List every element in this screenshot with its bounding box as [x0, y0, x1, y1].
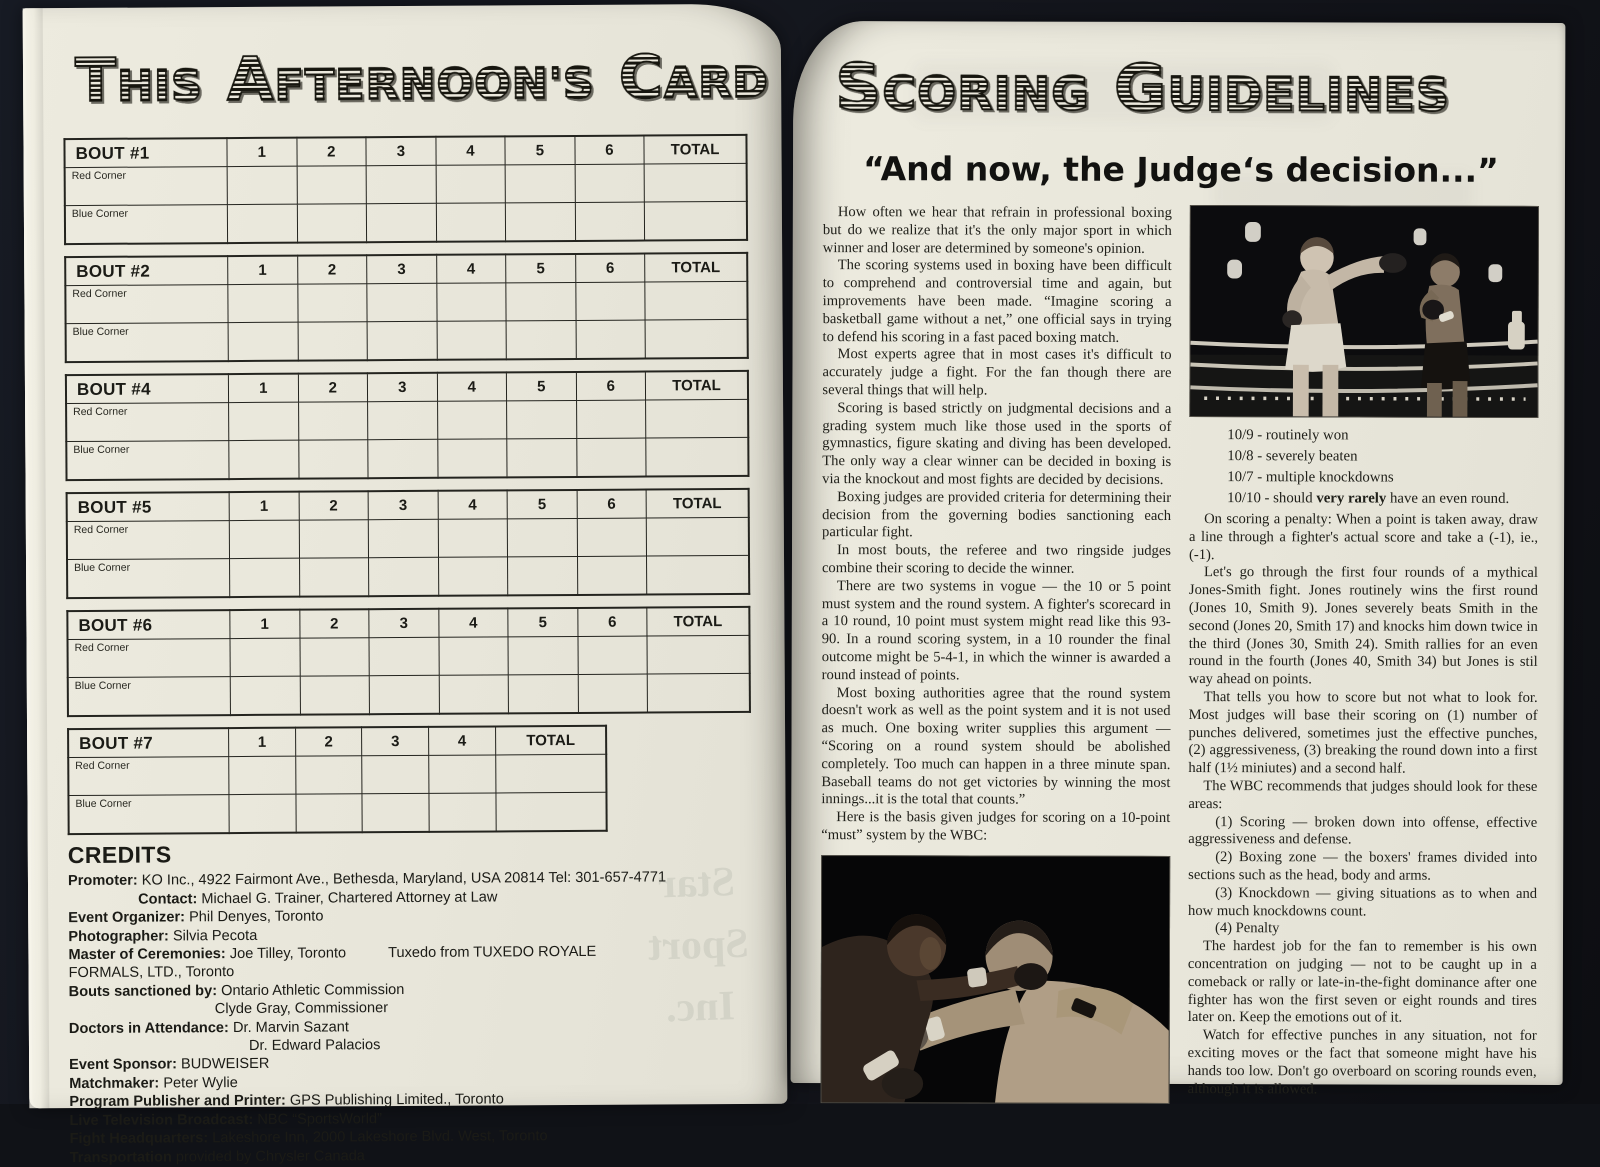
score-cell — [577, 556, 647, 595]
red-corner-label: Red Corner — [68, 757, 229, 796]
blue-corner-row — [68, 673, 750, 716]
paragraph: Let's go through the first four rounds of a mythical Jones-Smith fight. Jones routinely wins the first round (Jones 10, Smith 9). Jones severely beats Smith in the second (Jones 20, Smith 17) and knocks him down twice in the third (Jones 30, Smith 24). Smith rallies for an even round in the fourth (Jones 40, Smith 34) but Jones is stil way ahead on points. — [1188, 564, 1538, 688]
title-word — [1113, 51, 1451, 126]
blue-corner-label: Blue Corner — [65, 205, 228, 244]
score-cell — [297, 284, 367, 322]
score-cell — [295, 756, 362, 794]
score-list-text: 10/10 - should — [1227, 490, 1317, 507]
boxers-clinch-photo — [821, 855, 1171, 1104]
total-cell — [645, 319, 748, 358]
bout-table-5 — [66, 488, 751, 599]
bout-table-1 — [63, 134, 748, 245]
article-subtitle: “And now, the Judge‘s decision...” — [863, 149, 1499, 190]
title-word — [74, 45, 204, 117]
title-cap: A — [226, 44, 275, 116]
score-cell — [297, 204, 367, 243]
credit-value: Silvia Pecota — [168, 927, 258, 945]
score-cell — [439, 675, 509, 714]
round-header: 2 — [297, 255, 367, 284]
left-page-content — [23, 4, 788, 1166]
credit-value: Dr. Edward Palacios — [248, 1037, 381, 1055]
credit-label: Photographer: — [68, 928, 169, 945]
blue-corner-row — [67, 555, 749, 598]
credit-label: Program Publisher and Printer: — [69, 1093, 286, 1111]
score-cell — [298, 402, 368, 440]
score-cell — [578, 636, 648, 674]
paragraph: The scoring systems used in boxing have been difficult to comprehend and controversial time and again, but improvements have been made. “Imagine scoring a basketball game without a net,” one official says in trying to defend his scoring in a fast paced boxing match. — [822, 257, 1172, 346]
score-cell — [575, 282, 645, 320]
red-corner-label: Red Corner — [67, 521, 230, 560]
round-header: 6 — [575, 254, 645, 283]
total-cell — [644, 201, 747, 240]
total-cell — [646, 399, 749, 438]
bout-label: BOUT #2 — [65, 256, 228, 285]
round-header: 1 — [228, 374, 298, 403]
round-header: 4 — [438, 490, 508, 519]
score-cell — [437, 321, 507, 360]
bout-header-row — [68, 726, 607, 758]
blue-corner-row — [65, 201, 747, 244]
round-header: 6 — [576, 372, 646, 401]
round-header: 5 — [507, 490, 577, 519]
bout-tables — [63, 134, 751, 835]
score-cell — [229, 520, 299, 558]
score-list-item: 10/9 - routinely won — [1227, 427, 1349, 444]
paragraph: Here is the basis given judges for scoring on a 10-point “must” system by the WBC: — [821, 809, 1171, 844]
blue-corner-label: Blue Corner — [66, 441, 229, 480]
bout-table-4 — [65, 370, 750, 481]
score-cell — [506, 282, 576, 320]
score-list-item: 10/7 - multiple knockdowns — [1227, 469, 1394, 486]
paragraph: Most experts agree that in most cases it's difficult to accurately judge a fight. For the fan though there are several things that will help. — [822, 346, 1172, 399]
bout-header-row — [66, 371, 748, 404]
credit-value: Ontario Athletic Commission — [216, 981, 405, 999]
title-cap: G — [1113, 51, 1168, 126]
red-corner-row — [65, 281, 747, 323]
score-cell — [506, 320, 576, 359]
credit-label: Master of Ceremonies: — [68, 946, 226, 964]
round-header: 1 — [230, 610, 300, 639]
credit-value: GPS Publishing Limited., Toronto — [285, 1091, 504, 1110]
red-corner-row — [66, 399, 748, 441]
bout-header-row — [65, 253, 747, 286]
credit-label: Doctors in Attendance: — [68, 1019, 229, 1037]
paragraph: The hardest job for the fan to remember is his own concentration on judging — not to be caught up in a comeback or rally or late-in-the-fight dominance after one fighter has won the first seven or eight rounds and tires later on. Keep the emotions out of it. — [1187, 938, 1537, 1026]
credit-value: FORMALS, LTD., Toronto — [68, 964, 235, 982]
score-cell — [507, 438, 577, 477]
round-header: 2 — [299, 491, 369, 520]
score-cell — [229, 402, 299, 440]
title-word — [226, 44, 596, 116]
article-left-column — [821, 204, 1172, 1104]
paragraph: There are two systems in vogue — the 10 or 5 point must system and the round system. A fighter's scorecard in a 10 round, 10 point must system might read like this 93-90. In a round scoring system, in a 10 rounder the final outcome might be 5-4-1, in which the winner is awarded a round instead of points. — [821, 577, 1171, 684]
bout-table-6 — [66, 606, 751, 717]
round-header: 1 — [227, 138, 297, 167]
round-header: 4 — [438, 608, 508, 637]
score-cell — [439, 637, 509, 675]
score-cell — [362, 755, 429, 793]
score-cell — [229, 756, 296, 794]
ghost-line: Star — [657, 859, 736, 908]
round-header: 3 — [367, 255, 437, 284]
score-cell — [436, 203, 506, 242]
score-cell — [508, 556, 578, 595]
round-header: 1 — [229, 492, 299, 521]
title-rest: FTERNOON'S — [274, 58, 596, 111]
score-cell — [436, 165, 506, 203]
score-cell — [297, 166, 367, 204]
paragraph: In most bouts, the referee and two ringside judges combine their scoring to decide the winner. — [821, 542, 1172, 577]
score-cell — [578, 674, 648, 713]
credit-side-note: Tuxedo from TUXEDO ROYALE — [388, 943, 597, 962]
credits-section — [67, 841, 750, 1167]
bout-label: BOUT #5 — [67, 492, 230, 521]
paragraph: On scoring a penalty: When a point is taken away, draw a line through a fighter's actual score and take a (-1), ie., (-1). — [1188, 511, 1539, 563]
right-page-title — [823, 51, 1462, 127]
score-cell — [228, 284, 298, 322]
round-header: 3 — [369, 609, 439, 638]
round-header: 6 — [577, 608, 647, 637]
score-cell — [429, 793, 496, 832]
total-header: TOTAL — [646, 489, 749, 518]
credit-value: KO Inc., 4922 Fairmont Ave., Bethesda, Maryland, USA 20814 Tel: 301-657-4771 — [137, 869, 667, 890]
red-corner-label: Red Corner — [66, 403, 229, 442]
credit-value: Peter Wylie — [159, 1074, 238, 1092]
score-cell — [576, 438, 646, 477]
title-cap: T — [74, 45, 118, 117]
blue-corner-label: Blue Corner — [68, 795, 229, 834]
round-header: 2 — [299, 609, 369, 638]
credit-value: Joe Tilley, Toronto — [225, 945, 347, 963]
article-columns — [821, 204, 1539, 1105]
round-header: 6 — [577, 490, 647, 519]
score-cell — [369, 675, 439, 714]
red-corner-row — [65, 163, 747, 205]
score-cell — [577, 518, 647, 556]
wbc-score-list — [1227, 425, 1538, 510]
score-cell — [437, 401, 507, 439]
bout-header-row — [67, 607, 749, 640]
score-cell — [368, 439, 438, 478]
score-cell — [300, 638, 370, 676]
score-cell — [230, 676, 300, 715]
credit-label: Transportation — [69, 1148, 172, 1166]
round-header: 4 — [436, 254, 506, 283]
title-cap: S — [835, 51, 883, 126]
score-cell — [368, 519, 438, 557]
credit-label: Live Television Broadcast: — [69, 1111, 254, 1129]
round-header: 4 — [437, 372, 507, 401]
total-cell — [646, 517, 749, 556]
blue-corner-label: Blue Corner — [68, 677, 231, 716]
bout-header-row — [67, 489, 749, 522]
score-cell — [508, 674, 578, 713]
credit-value: Lakeshore Inn, 2000 Lakeshore Blvd. West, Toronto — [208, 1128, 548, 1147]
score-cell — [437, 439, 507, 478]
round-header: 5 — [506, 372, 576, 401]
red-corner-label: Red Corner — [65, 167, 228, 206]
credit-label: Bouts sanctioned by: — [68, 983, 218, 1000]
credits-heading: CREDITS — [67, 841, 172, 869]
total-header: TOTAL — [646, 371, 749, 400]
bout-label: BOUT #7 — [68, 728, 229, 757]
blue-corner-row — [66, 437, 748, 480]
ghost-line: Inc. — [665, 983, 736, 1032]
credit-value: Phil Denyes, Toronto — [184, 908, 324, 926]
score-cell — [227, 166, 297, 204]
score-cell — [429, 755, 496, 793]
title-rest: ARD — [663, 57, 770, 109]
round-header: 5 — [506, 254, 576, 283]
score-cell — [296, 794, 363, 833]
total-header: TOTAL — [647, 607, 750, 636]
paragraph: Watch for effective punches in any situation, not for exciting moves or the fact that someone might have his hands too low. Don't go overboard on scoring rounds even, although it is allowed. — [1187, 1027, 1537, 1097]
paragraph: Most boxing authorities agree that the round system doesn't work as well as the point system and it is not used as much. One boxing writer supplies this argument — “Scoring on a round system should be abolished completely. Too much can happen in a three minute span. Baseball teams do not get victories by winning the most innings...it is the total that counts.” — [821, 684, 1171, 808]
paragraph: (1) Scoring — broken down into offense, effective aggressiveness and defense. — [1188, 813, 1538, 848]
score-cell — [436, 283, 506, 321]
title-word — [835, 51, 1091, 126]
score-cell — [505, 202, 575, 241]
round-header: 3 — [366, 137, 436, 166]
credit-value: NBC “SportsWorld” — [253, 1110, 383, 1128]
credit-value: BUDWEISER — [176, 1056, 270, 1073]
red-corner-row — [68, 754, 607, 795]
blue-corner-row — [66, 319, 748, 362]
red-corner-label: Red Corner — [65, 285, 228, 324]
total-cell — [647, 673, 750, 712]
credit-line — [68, 869, 668, 891]
score-cell — [229, 794, 296, 833]
bout-table-2 — [64, 252, 749, 363]
score-cell — [228, 322, 298, 361]
round-header: 4 — [436, 136, 506, 165]
score-cell — [298, 322, 368, 361]
score-cell — [576, 400, 646, 438]
total-cell — [646, 437, 749, 476]
round-header: 2 — [295, 727, 362, 756]
round-header: 5 — [505, 136, 575, 165]
title-rest: CORING — [882, 66, 1091, 121]
round-header: 3 — [367, 373, 437, 402]
total-cell — [644, 163, 747, 202]
round-header: 2 — [296, 137, 366, 166]
score-cell — [300, 676, 370, 715]
score-cell — [438, 519, 508, 557]
total-cell — [647, 555, 750, 594]
paragraph: The WBC recommends that judges should look for these areas: — [1188, 778, 1538, 812]
article-right-column — [1188, 205, 1539, 1105]
credit-label: Promoter: — [67, 873, 138, 890]
credit-line — [70, 1145, 670, 1167]
score-cell — [230, 558, 300, 597]
round-header: 5 — [508, 608, 578, 637]
round-header: 4 — [429, 726, 496, 755]
paragraph: How often we hear that refrain in professional boxing but do we realize that it's the only major sport in which winner and loser are determined by someone's opinion. — [822, 204, 1172, 257]
paragraph: That tells you how to score but not what to look for. Most judges will base their scoring on (1) number of punches delivered, sometimes just the effective punches, (2) aggressiveness, (3) breaking the round down into a first half (1½ miniutes) and a second half. — [1188, 689, 1538, 777]
left-page-title — [63, 42, 781, 116]
left-page — [23, 4, 788, 1166]
score-cell — [575, 164, 645, 202]
total-header: TOTAL — [645, 253, 748, 282]
score-cell — [362, 793, 429, 832]
score-cell — [508, 636, 578, 674]
boxing-ring-action-photo — [1189, 205, 1539, 418]
right-page — [791, 21, 1566, 1097]
red-corner-label: Red Corner — [68, 639, 231, 678]
score-cell — [507, 518, 577, 556]
title-word — [618, 42, 770, 113]
credit-value: Clyde Gray, Commissioner — [214, 1000, 389, 1018]
score-cell — [298, 440, 368, 479]
round-header: 2 — [298, 373, 368, 402]
total-header: TOTAL — [495, 726, 606, 755]
bout-table-7 — [67, 725, 608, 835]
blue-corner-row — [68, 792, 607, 834]
bout-label: BOUT #4 — [66, 374, 229, 403]
round-header: 6 — [575, 136, 645, 165]
score-cell — [505, 164, 575, 202]
score-cell — [227, 204, 297, 243]
ghost-line: Sport — [647, 920, 750, 970]
score-cell — [368, 401, 438, 439]
title-rest: UIDELINES — [1167, 66, 1451, 122]
score-cell — [369, 557, 439, 596]
round-header: 3 — [368, 491, 438, 520]
score-list-item: 10/8 - severely beaten — [1227, 448, 1358, 465]
credit-label: Matchmaker: — [69, 1075, 160, 1092]
blue-corner-label: Blue Corner — [67, 559, 230, 598]
score-cell — [299, 558, 369, 597]
bout-header-row — [64, 135, 746, 168]
score-list-text: have an even round. — [1386, 490, 1510, 507]
bout-label: BOUT #6 — [67, 610, 230, 639]
score-cell — [367, 321, 437, 360]
paragraph: (3) Knockdown — giving situations as to when and how much knockdowns count. — [1188, 884, 1538, 920]
credit-label: Event Sponsor: — [69, 1056, 177, 1074]
round-header: 1 — [228, 256, 298, 285]
paragraph: Scoring is based strictly on judgmental decisions and a grading system much like those used in the sports of gymnastics, figure skating and diving has been developed. The only way a clear winner can be decided in boxing is via the knockout and most fights are decided by decisions. — [822, 399, 1172, 488]
score-cell — [299, 520, 369, 558]
credit-value: provided by Chrysler Canada — [171, 1147, 365, 1165]
round-header: 3 — [362, 727, 429, 756]
right-page-content — [791, 21, 1566, 1097]
credit-label: Contact: — [138, 891, 198, 908]
round-header: 1 — [229, 728, 296, 757]
red-corner-row — [67, 517, 749, 559]
score-cell — [229, 440, 299, 479]
credit-label: Fight Headquarters: — [69, 1130, 209, 1148]
total-header: TOTAL — [644, 135, 747, 164]
total-cell — [496, 792, 607, 831]
score-cell — [366, 165, 436, 203]
score-cell — [369, 637, 439, 675]
total-cell — [647, 635, 750, 674]
score-list-item — [1227, 488, 1538, 510]
paragraph: (4) Penalty — [1214, 920, 1280, 937]
score-cell — [507, 400, 577, 438]
score-cell — [576, 320, 646, 359]
bout-label: BOUT #1 — [64, 138, 227, 167]
credit-value: Michael G. Trainer, Chartered Attorney at Law — [197, 889, 498, 908]
total-cell — [495, 754, 606, 793]
credit-label: Event Organizer: — [68, 909, 186, 927]
score-cell — [438, 557, 508, 596]
score-cell — [366, 203, 436, 242]
title-cap: C — [618, 42, 665, 113]
total-cell — [645, 281, 748, 320]
credit-value: Dr. Marvin Sazant — [228, 1019, 349, 1036]
paragraph: (2) Boxing zone — the boxers' frames divided into sections such as the head, body and arms. — [1188, 849, 1538, 884]
blue-corner-label: Blue Corner — [66, 323, 229, 362]
paragraph: Boxing judges are provided criteria for determining their decision from the governing bodies sanctioning each particular fight. — [822, 488, 1172, 541]
score-cell — [230, 638, 300, 676]
title-rest: HIS — [116, 61, 204, 112]
score-list-emphasis: very rarely — [1316, 490, 1387, 507]
red-corner-row — [68, 635, 750, 677]
score-cell — [367, 283, 437, 321]
score-cell — [575, 202, 645, 241]
